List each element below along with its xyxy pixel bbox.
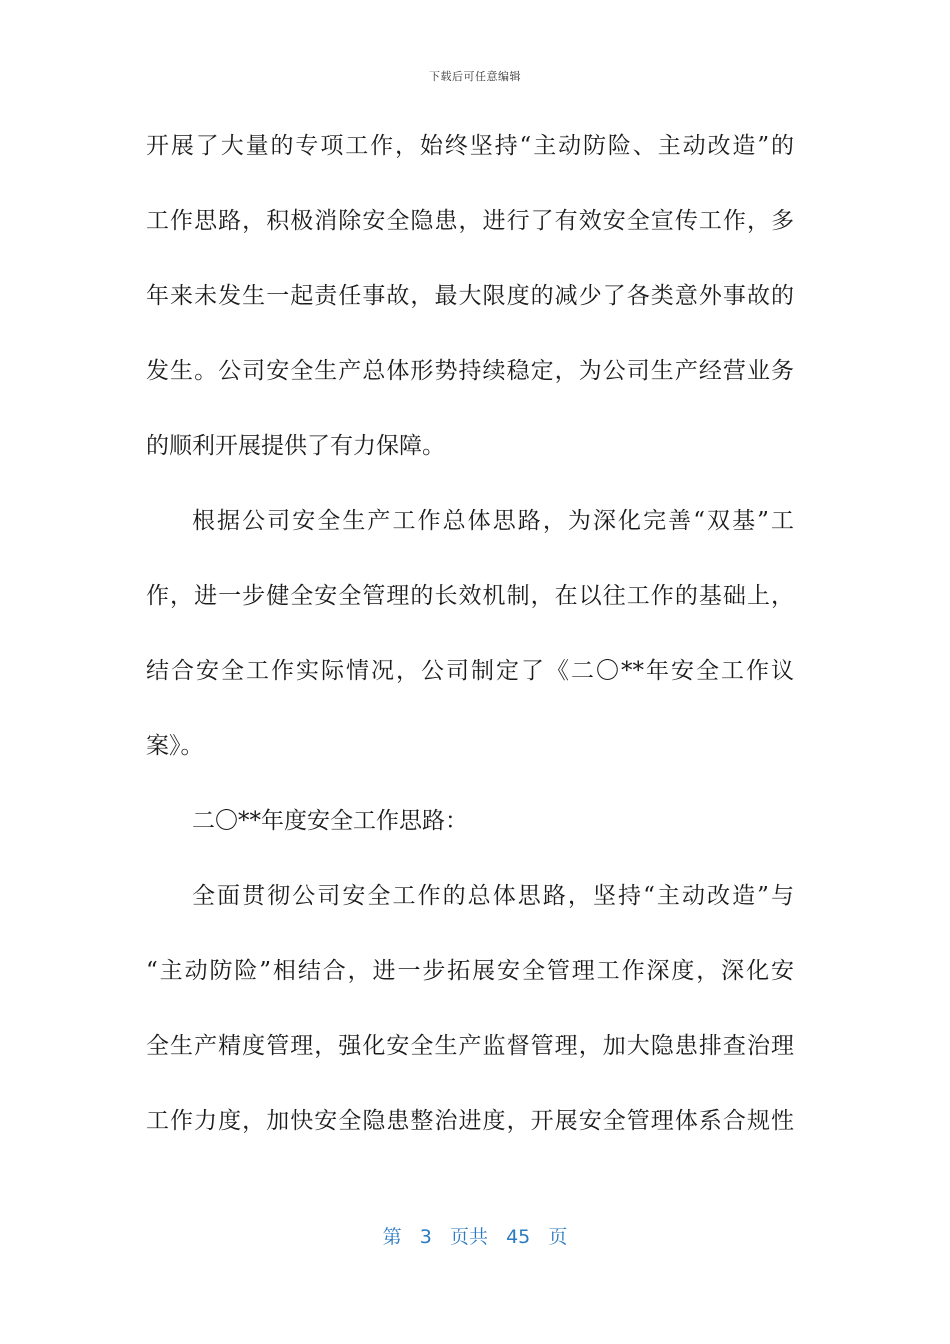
page-number-footer	[0, 1222, 950, 1249]
text-line: 结合安全工作实际情况，公司制定了《二〇**年安全工作议	[146, 658, 794, 684]
page-current: 3	[419, 1226, 432, 1248]
text-line: 根据公司安全生产工作总体思路，为深化完善“双基”工	[192, 508, 794, 534]
text-line: 案》。	[146, 733, 204, 759]
text-line: 作，进一步健全安全管理的长效机制，在以往工作的基础上，	[146, 583, 794, 609]
text-line: 发生。公司安全生产总体形势持续稳定，为公司生产经营业务	[146, 358, 794, 384]
page-suffix: 页	[548, 1226, 568, 1248]
page-header: 下载后可任意编辑	[429, 70, 521, 83]
text-line: “主动防险”相结合，进一步拓展安全管理工作深度，深化安	[146, 958, 794, 984]
text-line: 工作力度，加快安全隐患整治进度，开展安全管理体系合规性	[146, 1108, 794, 1134]
document-body	[146, 124, 794, 1174]
section-heading: 二〇**年度安全工作思路：	[192, 808, 468, 834]
text-line: 的顺利开展提供了有力保障。	[146, 433, 445, 459]
text-line: 全生产精度管理，强化安全生产监督管理，加大隐患排查治理	[146, 1033, 794, 1059]
text-line: 全面贯彻公司安全工作的总体思路，坚持“主动改造”与	[192, 883, 794, 909]
text-line: 工作思路，积极消除安全隐患，进行了有效安全宣传工作，多	[146, 208, 794, 234]
text-line: 开展了大量的专项工作，始终坚持“主动防险、主动改造”的	[146, 133, 794, 159]
page-total: 45	[506, 1226, 531, 1248]
text-line: 年来未发生一起责任事故，最大限度的减少了各类意外事故的	[146, 283, 794, 309]
page-middle: 页共	[449, 1226, 488, 1248]
page-prefix: 第	[382, 1226, 402, 1248]
